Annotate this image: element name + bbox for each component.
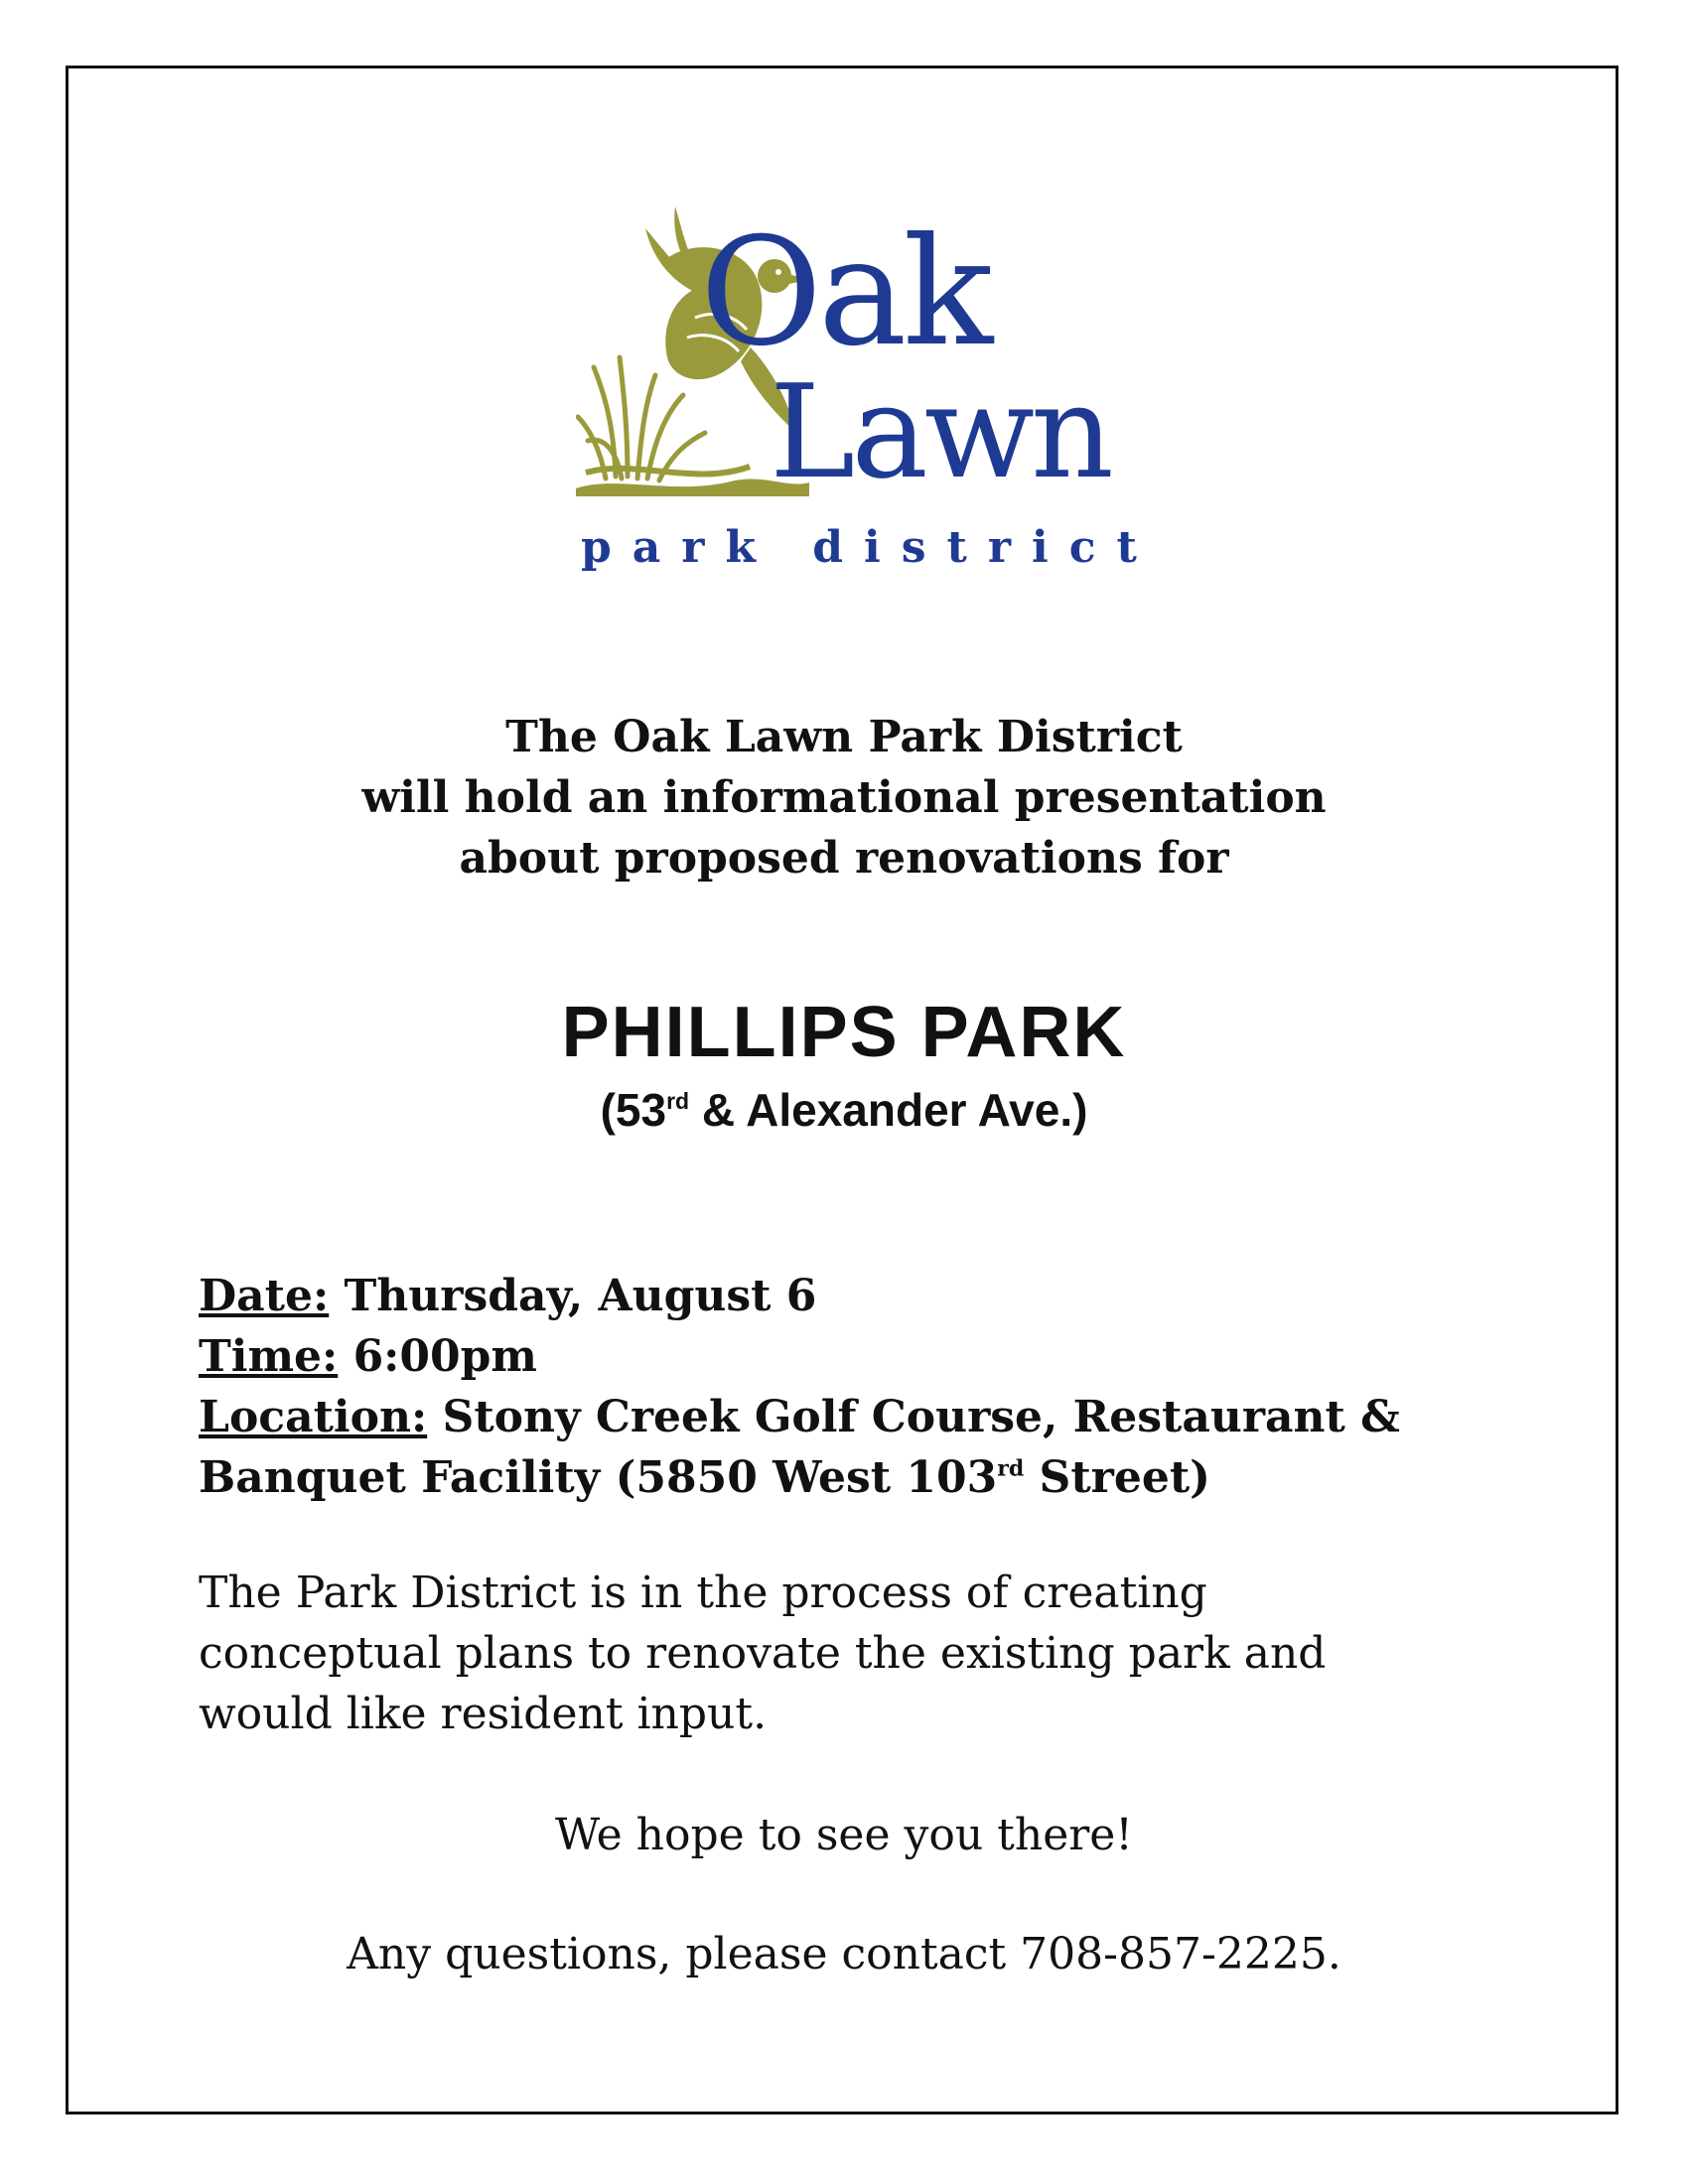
location-value-suffix: Street)	[1024, 1452, 1210, 1503]
contact-line: Any questions, please contact 708-857-2225.	[347, 1929, 1341, 1979]
park-address-suffix: & Alexander Ave.)	[689, 1084, 1088, 1136]
location-row	[199, 1387, 1509, 1447]
date-label: Date:	[199, 1271, 330, 1321]
intro-line: The Oak Lawn Park District	[505, 712, 1183, 762]
location-value: Stony Creek Golf Course, Restaurant &	[427, 1392, 1400, 1442]
location-row-continued	[199, 1447, 1509, 1508]
location-value-prefix: Banquet Facility (5850 West 103	[199, 1452, 998, 1503]
intro-line: will hold an informational presentation	[361, 772, 1327, 823]
oak-lawn-park-district-logo	[576, 199, 1158, 586]
body-line: would like resident input.	[199, 1689, 768, 1739]
body-line: The Park District is in the process of creating	[199, 1568, 1207, 1618]
body-line: conceptual plans to renovate the existing park and	[199, 1628, 1327, 1679]
logo-word-oak: Oak	[700, 206, 990, 379]
park-address-prefix: (53	[600, 1084, 667, 1136]
body-paragraph	[199, 1563, 1509, 1744]
location-ordinal: rd	[997, 1455, 1025, 1482]
event-details	[199, 1266, 1509, 1508]
logo-word-lawn: Lawn	[770, 356, 1110, 507]
time-label: Time:	[199, 1331, 339, 1382]
intro-heading	[0, 707, 1688, 888]
intro-line: about proposed renovations for	[459, 833, 1229, 884]
date-value: Thursday, August 6	[329, 1271, 817, 1321]
logo-subtitle: park district	[581, 522, 1158, 573]
closing-line: We hope to see you there!	[555, 1810, 1133, 1860]
location-label: Location:	[199, 1392, 428, 1442]
park-address	[0, 1082, 1688, 1138]
park-name-title: PHILLIPS PARK	[561, 993, 1127, 1072]
park-address-ordinal: rd	[666, 1087, 690, 1114]
time-row	[199, 1326, 1509, 1387]
date-row	[199, 1266, 1509, 1326]
time-value: 6:00pm	[338, 1331, 537, 1382]
